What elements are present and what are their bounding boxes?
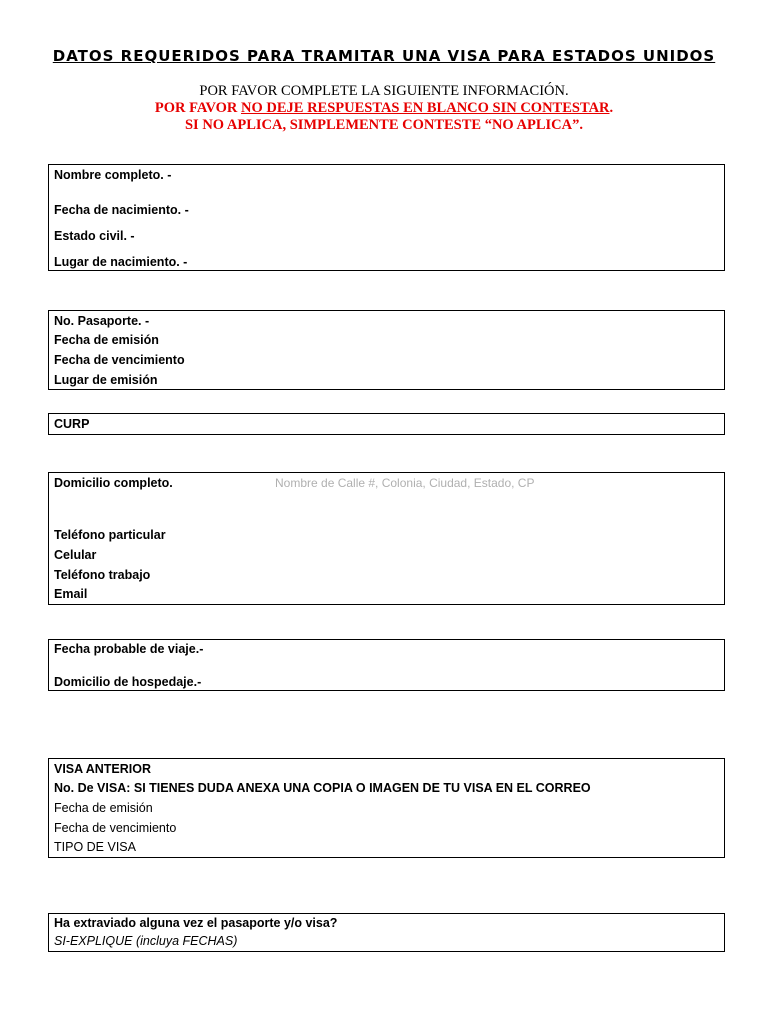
personal-data-section xyxy=(48,164,725,271)
home-phone-field[interactable]: Teléfono particular xyxy=(54,528,166,542)
address-placeholder: Nombre de Calle #, Colonia, Ciudad, Estado, CP xyxy=(275,476,535,490)
instruction-line-3: SI NO APLICA, SIMPLEMENTE CONTESTE “NO APLICA”. xyxy=(184,117,583,133)
travel-section xyxy=(48,639,725,691)
visa-number-field[interactable]: No. De VISA: SI TIENES DUDA ANEXA UNA COPIA O IMAGEN DE TU VISA EN EL CORREO xyxy=(54,781,591,795)
mobile-phone-field[interactable]: Celular xyxy=(54,548,97,562)
instruction-line-2 xyxy=(0,100,768,117)
passport-issue-place-field[interactable]: Lugar de emisión xyxy=(54,373,158,387)
instruction-line-2-underlined: NO DEJE RESPUESTAS EN BLANCO SIN CONTESTAR xyxy=(241,100,610,116)
lost-passport-explain[interactable]: SI-EXPLIQUE (incluya FECHAS) xyxy=(54,934,238,948)
instruction-line-2-prefix: POR FAVOR xyxy=(154,100,242,116)
address-section xyxy=(48,472,725,605)
work-phone-field[interactable]: Teléfono trabajo xyxy=(54,568,151,582)
previous-visa-heading: VISA ANTERIOR xyxy=(54,762,151,776)
marital-status-field[interactable]: Estado civil. - xyxy=(54,229,135,243)
visa-expiry-date-field[interactable]: Fecha de vencimiento xyxy=(54,821,177,835)
curp-section xyxy=(48,413,725,435)
instruction-line-2-suffix: . xyxy=(609,100,614,116)
full-name-field[interactable]: Nombre completo. - xyxy=(54,168,172,182)
passport-number-field[interactable]: No. Pasaporte. - xyxy=(54,314,150,328)
address-field[interactable]: Domicilio completo. xyxy=(54,476,173,490)
document-title: DATOS REQUERIDOS PARA TRAMITAR UNA VISA PARA ESTADOS UNIDOS xyxy=(52,47,716,65)
lost-passport-question[interactable]: Ha extraviado alguna vez el pasaporte y/o visa? xyxy=(54,916,338,930)
lost-passport-section xyxy=(48,913,725,952)
curp-field[interactable]: CURP xyxy=(54,417,90,431)
passport-expiry-date-field[interactable]: Fecha de vencimiento xyxy=(54,353,185,367)
email-field[interactable]: Email xyxy=(54,587,88,601)
passport-issue-date-field[interactable]: Fecha de emisión xyxy=(54,333,159,347)
visa-issue-date-field[interactable]: Fecha de emisión xyxy=(54,801,153,815)
birth-date-field[interactable]: Fecha de nacimiento. - xyxy=(54,203,189,217)
instruction-line-1: POR FAVOR COMPLETE LA SIGUIENTE INFORMACIÓN. xyxy=(199,83,569,99)
visa-type-field[interactable]: TIPO DE VISA xyxy=(54,840,136,854)
birth-place-field[interactable]: Lugar de nacimiento. - xyxy=(54,255,188,269)
passport-section xyxy=(48,310,725,390)
travel-date-field[interactable]: Fecha probable de viaje.- xyxy=(54,642,204,656)
lodging-address-field[interactable]: Domicilio de hospedaje.- xyxy=(54,675,202,689)
previous-visa-section xyxy=(48,758,725,858)
